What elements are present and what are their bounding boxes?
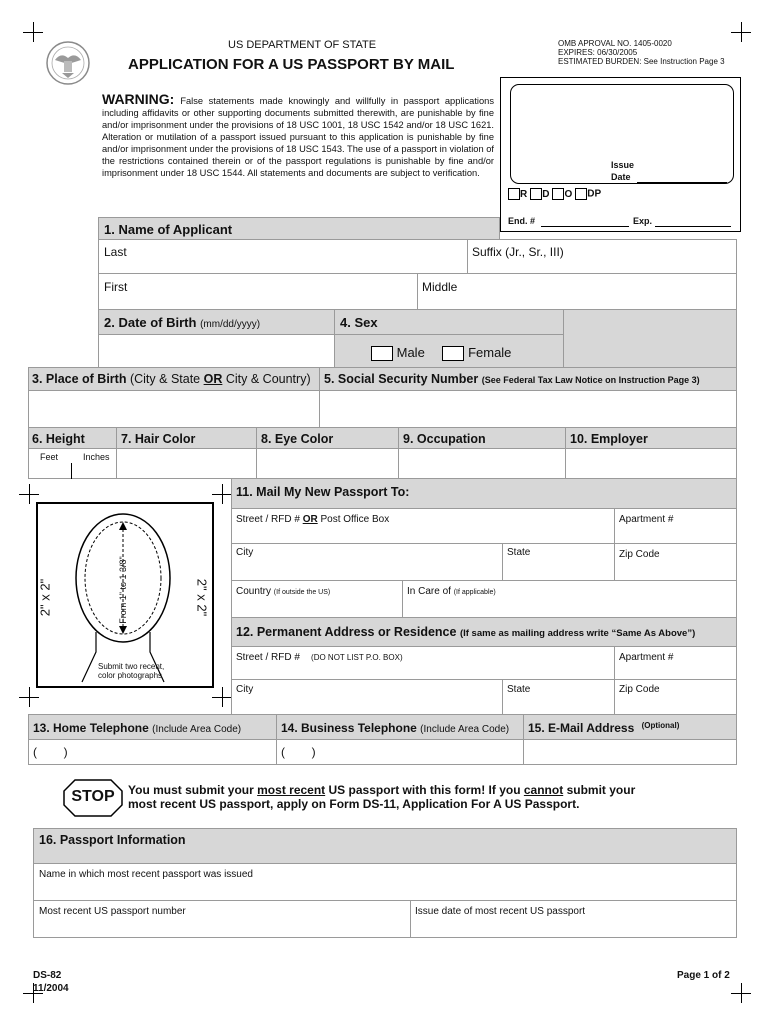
section-9-title: 9. Occupation [403, 432, 486, 446]
section-16-header [33, 828, 737, 864]
perm-zip-field[interactable] [614, 679, 737, 715]
sex-field [334, 334, 564, 368]
last-name-label: Last [104, 245, 127, 259]
section-4-title: 4. Sex [340, 315, 378, 330]
perm-state-field[interactable] [502, 679, 615, 715]
section-15-title [528, 721, 679, 735]
end-line [541, 226, 629, 227]
suffix-field[interactable] [467, 239, 737, 274]
section-13-header [28, 714, 277, 740]
mail-care-of-label [407, 586, 496, 597]
section-6-title: 6. Height [32, 432, 85, 446]
male-label: Male [396, 345, 425, 360]
section-13-title-text: 13. Home Telephone [33, 721, 149, 735]
section-5-header [319, 367, 737, 391]
section-11-header [231, 478, 737, 509]
section-13-hint: (Include Area Code) [152, 724, 242, 735]
first-name-field[interactable] [98, 273, 418, 310]
mail-zip-field[interactable] [614, 543, 737, 581]
section-13-title [33, 721, 241, 735]
date-of-birth-field[interactable] [98, 334, 335, 368]
department-name: US DEPARTMENT OF STATE [228, 39, 377, 51]
section-6-header [28, 427, 117, 449]
mail-street-or: OR [302, 514, 318, 525]
suffix-label: Suffix (Jr., Sr., III) [472, 245, 564, 259]
female-checkbox[interactable] [442, 346, 464, 361]
email-field[interactable] [523, 739, 737, 765]
code-r-label: R [520, 188, 528, 200]
section-2-title [104, 315, 260, 330]
section-15-hint: (Optional) [641, 721, 680, 730]
photo-to-label: 1 3/8" [118, 556, 128, 580]
stop-notice [128, 783, 738, 811]
section-3-hint-b: City & Country) [225, 372, 311, 386]
perm-apartment-label: Apartment # [619, 652, 674, 663]
section-5-title [324, 372, 700, 386]
section-3-header [28, 367, 320, 391]
mail-street-pobox: Post Office Box [320, 514, 390, 525]
code-o-checkbox[interactable] [552, 188, 564, 200]
warning-text: False statements made knowingly and willfully in passport applications including affidavits or other supporting documents submitted therewith, are punishable by fine and/or imprisonment under the provisions of 18 USC 1001, 18 USC 1542 and/or 18 USC 1621. Alteration or mutilation of a passport issued pursuant to this application is punishable by fine and/or imprisonment under the provisions of 18 USC 1543. The use of a passport in violation of the restrictions contained therein or of the passport regulations is punishable by fine and/or imprisonment under 18 USC 1544. All statements and documents are subject to verification. [102, 96, 494, 178]
section-9-header [398, 427, 566, 449]
section-2-hint: (mm/dd/yyyy) [200, 319, 261, 330]
occupation-field[interactable] [398, 448, 566, 479]
warning-heading: WARNING: [102, 91, 175, 107]
date-label: Date [611, 172, 631, 182]
mail-state-label: State [507, 547, 531, 558]
mail-city-field[interactable] [231, 543, 503, 581]
section-3-hint-a: (City & State [129, 372, 201, 386]
section-15-title-text: 15. E-Mail Address [528, 721, 635, 735]
page-number: Page 1 of 2 [677, 970, 730, 981]
section-5-hint: (See Federal Tax Law Notice on Instruction Page 3) [481, 375, 700, 385]
business-phone-paren: ( ) [281, 745, 316, 759]
photo-box [36, 502, 214, 688]
middle-name-label: Middle [422, 280, 458, 294]
section-14-header [276, 714, 524, 740]
mail-care-of-hint: (If applicable) [453, 589, 496, 596]
passport-number-label: Most recent US passport number [39, 906, 186, 917]
section-14-title-text: 14. Business Telephone [281, 721, 417, 735]
passport-name-label: Name in which most recent passport was issued [39, 869, 253, 880]
first-name-label: First [104, 280, 128, 294]
employer-field[interactable] [565, 448, 737, 479]
code-dp-checkbox[interactable] [575, 188, 587, 200]
section-14-hint: (Include Area Code) [420, 724, 510, 735]
section-4-header [334, 309, 564, 335]
photo-inner-range [118, 540, 138, 640]
section-3-or: OR [203, 372, 223, 386]
exp-line [655, 226, 731, 227]
department-seal [45, 40, 91, 86]
code-r-checkbox[interactable] [508, 188, 520, 200]
code-o-label: O [564, 188, 573, 200]
mail-care-of-field[interactable] [402, 580, 737, 618]
home-phone-paren: ( ) [33, 745, 68, 759]
stop-label: STOP [71, 788, 115, 805]
perm-street-text: Street / RFD # [236, 652, 300, 663]
hair-color-field[interactable] [116, 448, 257, 479]
section-1-title: 1. Name of Applicant [104, 222, 233, 237]
mail-country-hint: (If outside the US) [273, 589, 331, 596]
expires: EXPIRES: 06/30/2005 [558, 48, 638, 57]
last-name-field[interactable] [98, 239, 468, 274]
passport-issue-date-field[interactable] [410, 900, 737, 938]
code-d-label: D [542, 188, 550, 200]
office-codes [508, 188, 601, 200]
mail-state-field[interactable] [502, 543, 615, 581]
mail-care-of-text: In Care of [407, 586, 451, 597]
office-use-box [500, 77, 741, 232]
eye-color-field[interactable] [256, 448, 399, 479]
photo-from-label: From 1" to [118, 582, 128, 624]
mail-street-text: Street / RFD # [236, 514, 300, 525]
mail-country-field[interactable] [231, 580, 403, 618]
place-of-birth-field[interactable] [28, 390, 320, 428]
section-16-title: 16. Passport Information [39, 833, 186, 847]
section-1-header [98, 217, 500, 240]
submit-photos-line1: Submit two recent, [98, 662, 165, 671]
section-14-title [281, 721, 509, 735]
section-12-title-text: 12. Permanent Address or Residence [236, 625, 457, 639]
stop-sign [63, 779, 123, 817]
male-checkbox[interactable] [371, 346, 393, 361]
omb-approval: OMB APROVAL NO. 1405-0020 [558, 39, 672, 48]
photo-size-right: 2" x 2" [194, 578, 210, 617]
warning-block [102, 93, 494, 179]
mail-street-field[interactable] [231, 508, 615, 544]
perm-state-label: State [507, 684, 531, 695]
home-phone-field[interactable] [28, 739, 277, 765]
section-3-title [32, 372, 311, 386]
code-dp-label: DP [587, 188, 602, 200]
perm-street-field[interactable] [231, 646, 615, 680]
sex-options [371, 345, 511, 361]
mail-country-label [236, 586, 330, 597]
section-7-header [116, 427, 257, 449]
passport-number-field[interactable] [33, 900, 411, 938]
section-15-header [523, 714, 737, 740]
perm-street-label [236, 652, 403, 663]
section-8-title: 8. Eye Color [261, 432, 334, 446]
date-line [637, 182, 727, 183]
perm-city-label: City [236, 684, 254, 695]
height-divider [71, 463, 72, 479]
section-10-title: 10. Employer [570, 432, 648, 446]
section-12-title [236, 625, 695, 639]
mail-zip-label: Zip Code [619, 549, 660, 560]
section-4-filler [563, 309, 737, 368]
section-3-title-text: 3. Place of Birth [32, 372, 127, 386]
mail-country-text: Country [236, 586, 272, 597]
submit-photos-line2: color photographs [98, 671, 163, 680]
feet-label: Feet [40, 452, 59, 462]
mail-apartment-label: Apartment # [619, 514, 674, 525]
perm-street-hint: (DO NOT LIST P.O. BOX) [311, 653, 403, 662]
passport-issue-date-label: Issue date of most recent US passport [415, 906, 586, 917]
height-field[interactable] [28, 448, 117, 479]
female-label: Female [468, 345, 512, 360]
mail-street-label [236, 514, 389, 525]
business-phone-field[interactable] [276, 739, 524, 765]
estimated-burden: ESTIMATED BURDEN: See Instruction Page 3 [558, 57, 725, 66]
perm-apartment-field[interactable] [614, 646, 737, 680]
form-date: 11/2004 [33, 983, 69, 994]
stop-line-1: You must submit your most recent US passport with this form! If you cannot submit your [128, 783, 636, 797]
mail-apartment-field[interactable] [614, 508, 737, 544]
passport-name-field[interactable] [33, 863, 737, 901]
photo-size-left: 2" x 2" [37, 578, 53, 617]
stop-line-2: most recent US passport, apply on Form DS-11, Application For A US Passport. [128, 797, 580, 811]
end-label: End. # [508, 216, 536, 226]
perm-city-field[interactable] [231, 679, 503, 715]
ssn-field[interactable] [319, 390, 737, 428]
section-2-header [98, 309, 335, 335]
perm-zip-label: Zip Code [619, 684, 660, 695]
mail-city-label: City [236, 547, 254, 558]
section-10-header [565, 427, 737, 449]
exp-label: Exp. [633, 216, 653, 226]
section-7-title: 7. Hair Color [121, 432, 196, 446]
form-title: APPLICATION FOR A US PASSPORT BY MAIL [128, 56, 455, 73]
section-12-hint: (If same as mailing address write “Same As Above”) [459, 628, 696, 639]
section-5-title-text: 5. Social Security Number [324, 372, 479, 386]
section-8-header [256, 427, 399, 449]
section-11-title: 11. Mail My New Passport To: [236, 485, 410, 499]
code-d-checkbox[interactable] [530, 188, 542, 200]
section-2-title-text: 2. Date of Birth [104, 315, 197, 330]
inches-label: Inches [83, 452, 110, 462]
issue-label: Issue [611, 160, 635, 170]
form-number: DS-82 [33, 970, 62, 981]
section-12-header [231, 617, 737, 647]
middle-name-field[interactable] [417, 273, 737, 310]
